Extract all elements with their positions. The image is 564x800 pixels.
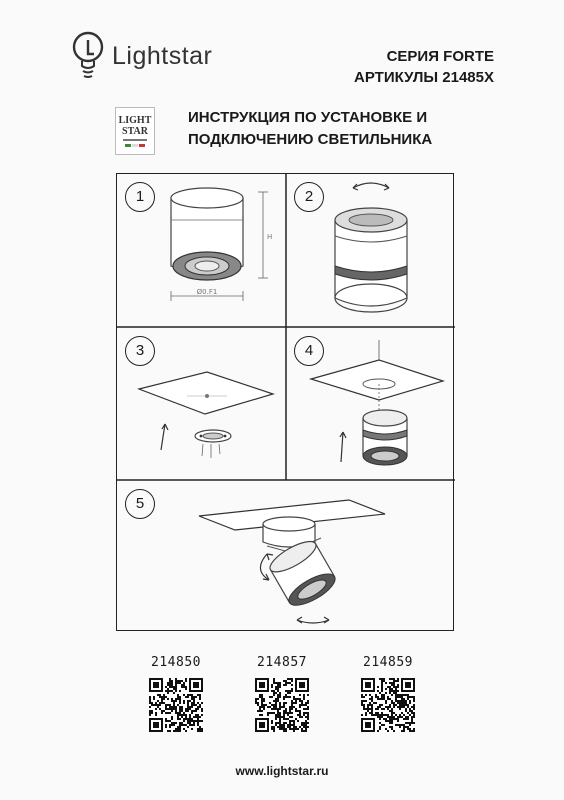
article-label: 214857 — [257, 655, 307, 670]
stamp-line-1: LIGHT — [118, 115, 152, 126]
instruction-grid — [116, 173, 454, 631]
stamp-line-2: STAR — [122, 126, 148, 137]
step-2-drawing — [335, 183, 407, 312]
series-title: СЕРИЯ FORTE — [386, 48, 494, 65]
article-214857 — [252, 655, 312, 732]
article-214850 — [146, 655, 206, 732]
step-1-height-label: H — [267, 233, 273, 241]
article-label: 214859 — [363, 655, 413, 670]
brand-name: Lightstar — [112, 41, 213, 70]
qr-code-icon[interactable] — [255, 678, 309, 732]
article-214859 — [358, 655, 418, 732]
instruction-drawings — [117, 174, 455, 632]
step-1-badge: 1 — [125, 182, 155, 212]
lightstar-stamp — [115, 107, 155, 155]
brand-logo — [70, 30, 212, 82]
step-5-drawing — [199, 500, 385, 623]
heading-line-2: ПОДКЛЮЧЕНИЮ СВЕТИЛЬНИКА — [188, 131, 433, 148]
qr-code-icon[interactable] — [361, 678, 415, 732]
heading-line-1: ИНСТРУКЦИЯ ПО УСТАНОВКЕ И — [188, 109, 428, 126]
article-label: 214850 — [151, 655, 201, 670]
step-5-badge: 5 — [125, 489, 155, 519]
lightbulb-icon — [70, 30, 106, 82]
step-3-drawing — [139, 372, 273, 458]
article-range: АРТИКУЛЫ 21485X — [354, 69, 494, 86]
step-4-badge: 4 — [294, 336, 324, 366]
website-link[interactable]: www.lightstar.ru — [235, 764, 329, 778]
step-1-drawing — [171, 188, 272, 301]
qr-code-icon[interactable] — [149, 678, 203, 732]
step-3-badge: 3 — [125, 336, 155, 366]
step-2-badge: 2 — [294, 182, 324, 212]
step-4-drawing — [311, 340, 443, 465]
step-1-width-label: Ø0.F1 — [196, 288, 218, 296]
series-info — [354, 46, 494, 88]
instruction-heading — [188, 107, 432, 151]
